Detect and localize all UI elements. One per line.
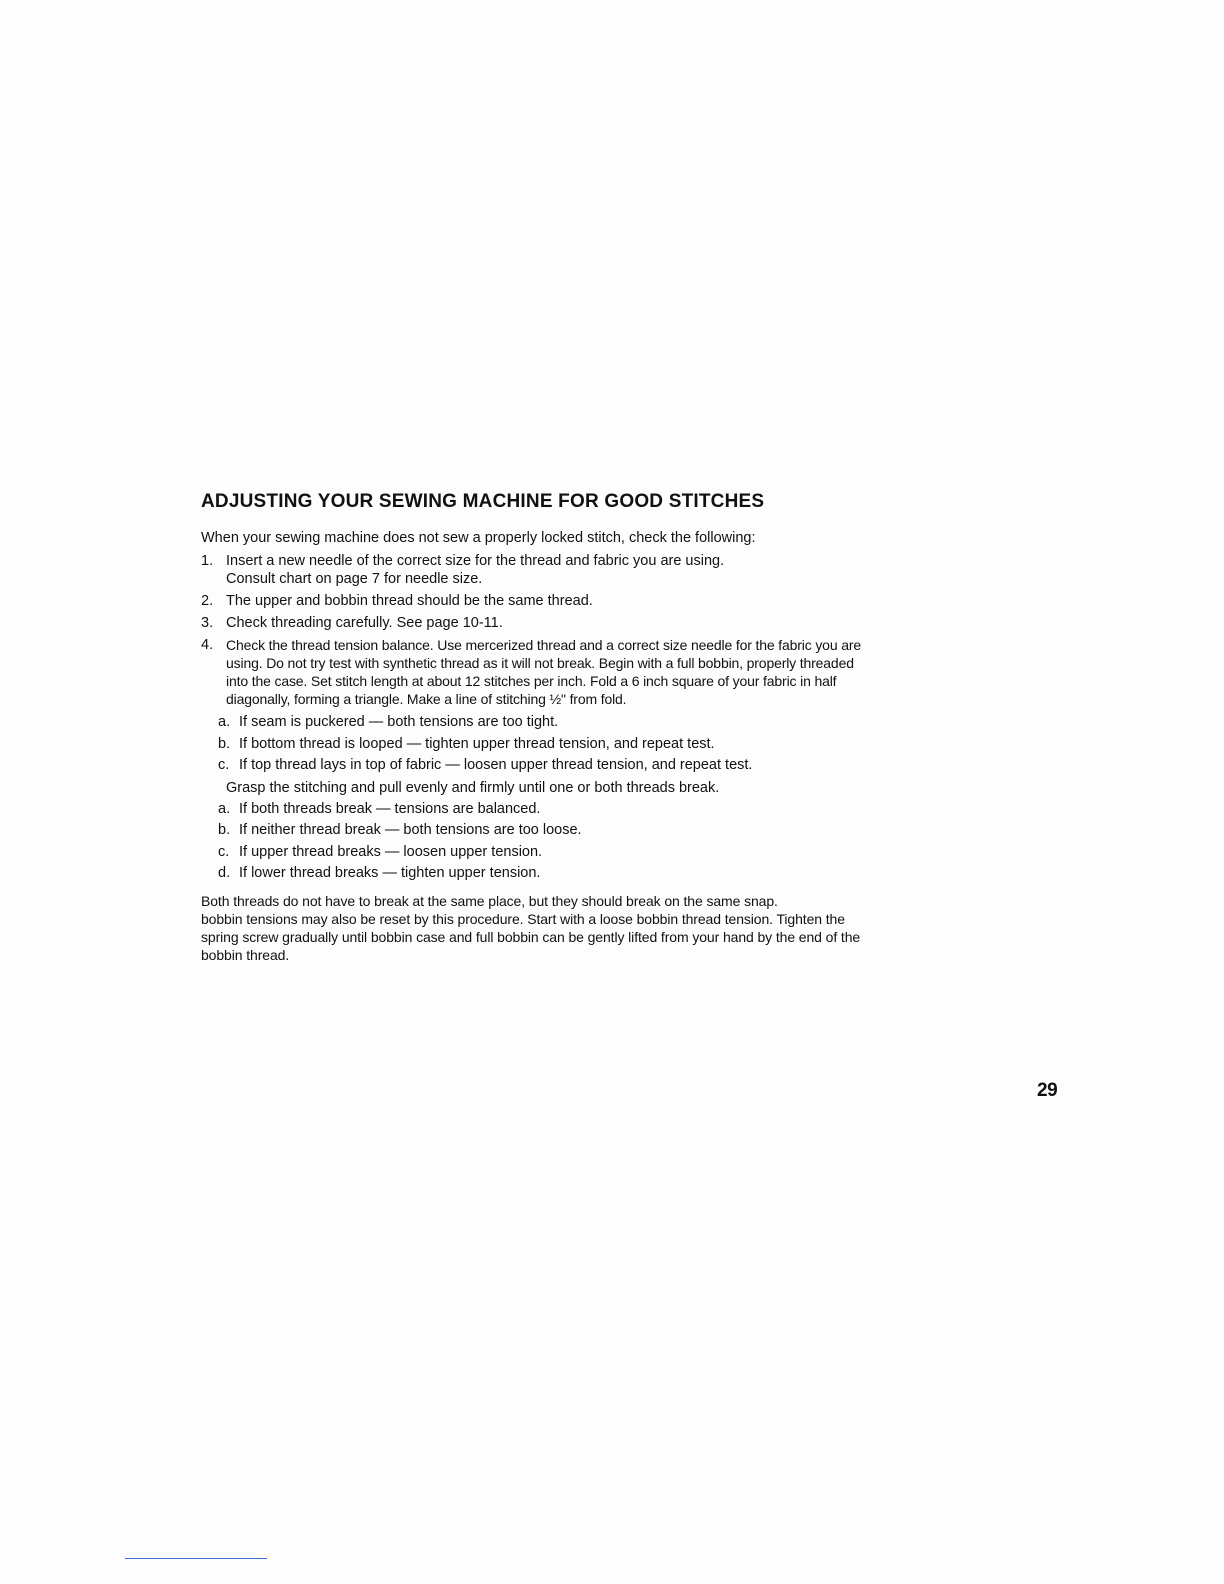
sub-list-item bbox=[218, 863, 1001, 885]
list-number: 2. bbox=[201, 593, 214, 609]
page-number: 29 bbox=[1037, 1080, 1058, 1101]
list-item-3 bbox=[201, 614, 1001, 632]
sub-list-item bbox=[218, 755, 1001, 777]
sub-list-letter: d. bbox=[218, 865, 231, 881]
sub-list-item bbox=[218, 799, 1001, 821]
list-number: 4. bbox=[201, 637, 214, 653]
sub-list-text: If both threads break — tensions are balanced. bbox=[239, 800, 541, 817]
grasp-instruction: Grasp the stitching and pull evenly and firmly until one or both threads break. bbox=[226, 779, 720, 796]
sub-list-letter: c. bbox=[218, 843, 230, 860]
sub-list-text: If top thread lays in top of fabric — loosen upper thread tension, and repeat test. bbox=[239, 757, 753, 773]
sub-list-text: If neither thread break — both tensions are too loose. bbox=[239, 822, 582, 838]
sub-list-text: If upper thread breaks — loosen upper tension. bbox=[239, 843, 543, 860]
list-item-line: using. Do not try test with synthetic thread as it will not break. Begin with a full bobbin, properly threaded bbox=[226, 655, 854, 671]
sub-list-text: If lower thread breaks — tighten upper tension. bbox=[239, 865, 541, 881]
sub-list-item bbox=[218, 712, 1001, 734]
closing-line: bobbin tensions may also be reset by this procedure. Start with a loose bobbin thread tension. Tighten the bbox=[201, 910, 845, 927]
list-item-2 bbox=[201, 592, 1001, 610]
closing-line: Both threads do not have to break at the same place, but they should break on the same snap. bbox=[201, 892, 778, 909]
sub-list-item bbox=[218, 820, 1001, 842]
list-item-line: Check the thread tension balance. Use mercerized thread and a correct size needle for the fabric you are bbox=[226, 637, 861, 653]
sub-list-text: If bottom thread is looped — tighten upper thread tension, and repeat test. bbox=[239, 735, 715, 752]
page-title: ADJUSTING YOUR SEWING MACHINE FOR GOOD STITCHES bbox=[201, 491, 765, 512]
list-item-line: diagonally, forming a triangle. Make a line of stitching ½" from fold. bbox=[226, 691, 627, 707]
list-item-1 bbox=[201, 552, 1001, 588]
sub-list-letter: c. bbox=[218, 757, 230, 773]
sub-list-letter: a. bbox=[218, 800, 231, 817]
list-item-line: Check threading carefully. See page 10-11. bbox=[226, 615, 503, 631]
list-item-line: into the case. Set stitch length at about 12 stitches per inch. Fold a 6 inch square of your fabric in half bbox=[226, 673, 837, 689]
list-number: 1. bbox=[201, 553, 214, 569]
sub-list-item bbox=[218, 842, 1001, 864]
break-results-list bbox=[218, 799, 1001, 885]
sub-list-letter: a. bbox=[218, 714, 231, 730]
footer-divider bbox=[125, 1558, 267, 1559]
sub-list-text: If seam is puckered — both tensions are too tight. bbox=[239, 714, 559, 730]
closing-paragraph bbox=[201, 892, 1001, 964]
test-results-list bbox=[218, 712, 1001, 777]
content-block bbox=[201, 490, 1001, 964]
sub-list-letter: b. bbox=[218, 735, 231, 752]
list-item-line: Consult chart on page 7 for needle size. bbox=[226, 571, 483, 587]
list-number: 3. bbox=[201, 615, 214, 631]
list-item-line: The upper and bobbin thread should be the same thread. bbox=[226, 593, 593, 609]
intro-text: When your sewing machine does not sew a properly locked stitch, check the following: bbox=[201, 530, 756, 546]
closing-line: spring screw gradually until bobbin case and full bobbin can be gently lifted from your hand by the end of the bbox=[201, 928, 861, 945]
sub-list-letter: b. bbox=[218, 822, 231, 838]
closing-line: bobbin thread. bbox=[201, 946, 290, 963]
sub-list-item bbox=[218, 734, 1001, 756]
list-item-line: Insert a new needle of the correct size for the thread and fabric you are using. bbox=[226, 553, 725, 569]
list-item-4 bbox=[201, 636, 1001, 708]
